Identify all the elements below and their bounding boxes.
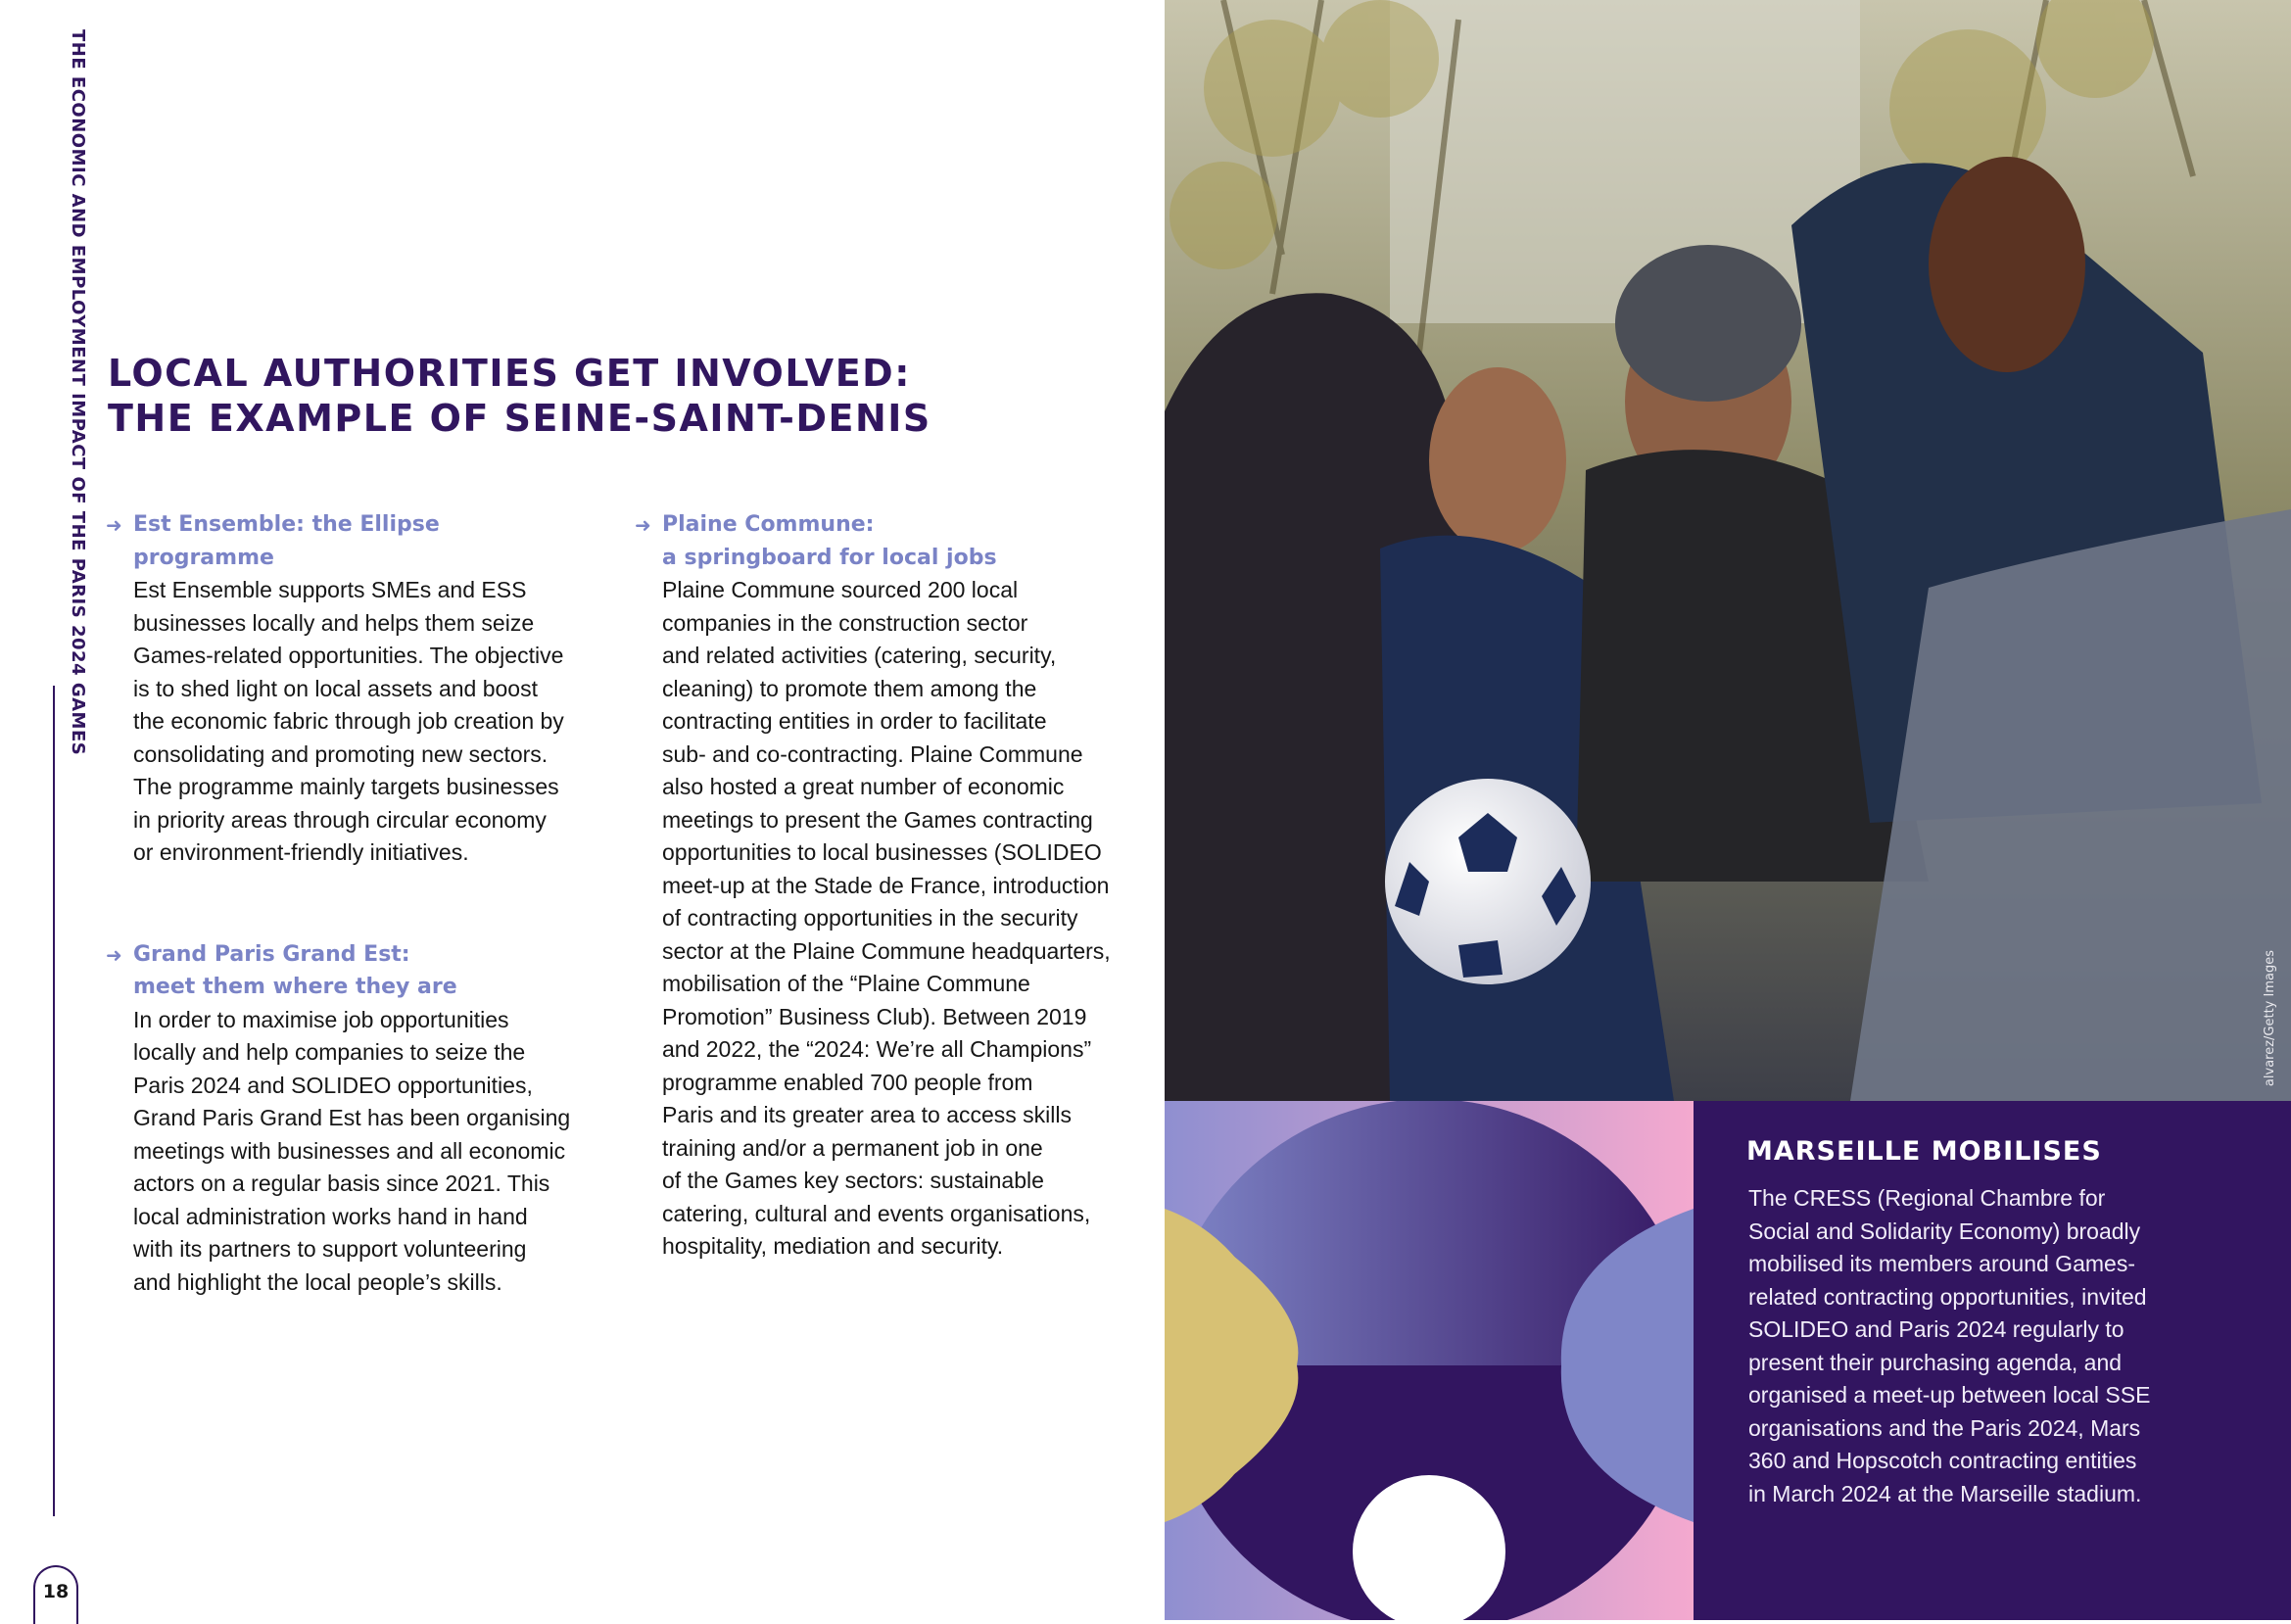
decorative-graphic: [1165, 1101, 1694, 1620]
photo-credit: alvarez/Getty Images: [2263, 950, 2277, 1087]
section-heading: Plaine Commune: a springboard for local jobs: [662, 512, 997, 570]
photo-illustration: [1165, 0, 2291, 1101]
page-number: [33, 1565, 78, 1624]
margin-rule: [53, 686, 55, 1516]
page-number-label: 18: [42, 1581, 70, 1602]
running-title: THE ECONOMIC AND EMPLOYMENT IMPACT OF THE PARIS 2024 GAMES: [68, 29, 88, 756]
section-heading: Grand Paris Grand Est: meet them where they are: [133, 941, 457, 999]
section-body: In order to maximise job opportunities locally and help companies to seize the Paris 2024 and SOLIDEO opportunities, Grand Paris Grand Est has been organising meetings with businesses and all economic actors on a regular basis since 2021. This local administration works hand in hand with its partners to support volunteering and highlight the local people’s skills.: [133, 1006, 571, 1295]
arrow-right-icon: ➜: [106, 513, 122, 537]
hero-photo: [1165, 0, 2291, 1101]
section-body: Est Ensemble supports SMEs and ESS businesses locally and helps them seize Games-related opportunities. The objective is to shed light on local assets and boost the economic fabric through job creation by consolidating and promoting new sectors. The programme mainly targets businesses in priority areas through circular economy or environment-friendly initiatives.: [133, 577, 564, 865]
section-grand-paris-grand-est: [108, 938, 588, 1300]
headline-line-2: THE EXAMPLE OF SEINE-SAINT-DENIS: [108, 397, 931, 440]
right-column: [637, 508, 1117, 1264]
left-column: [108, 508, 588, 1299]
marseille-panel: [1694, 1101, 2291, 1620]
arrow-right-icon: ➜: [635, 513, 651, 537]
headline-line-1: LOCAL AUTHORITIES GET INVOLVED:: [108, 352, 911, 395]
section-est-ensemble: [108, 508, 588, 870]
page-headline: [108, 351, 1087, 441]
circle-pattern-graphic: [1165, 1101, 1694, 1620]
panel-title: MARSEILLE MOBILISES: [1746, 1136, 2102, 1167]
arrow-right-icon: ➜: [106, 942, 122, 967]
panel-body: The CRESS (Regional Chambre for Social and Solidarity Economy) broadly mobilised its members around Games- related contracting opportunities, invited SOLIDEO and Paris 2024 regularly to present their purchasing agenda, and organised a meet-up between local SSE organisations and the Paris 2024, Mars 360 and Hopscotch contracting entities in March 2024 at the Marseille stadium.: [1748, 1185, 2151, 1506]
section-body: Plaine Commune sourced 200 local companies in the construction sector and related activities (catering, security, cleaning) to promote them among the contracting entities in order to facilitate sub- and co-contracting. Plaine Commune also hosted a great number of economic meetings to present the Games contracting opportunities to local businesses (SOLIDEO meet-up at the Stade de France, introduction of contracting opportunities in the security sector at the Plaine Commune headquarters, mobilisation of the “Plaine Commune Promotion” Business Club). Between 2019 and 2022, the “2024: We’re all Champions” programme enabled 700 people from Paris and its greater area to access skills training and/or a permanent job in one of the Games key sectors: sustainable catering, cultural and events organisations, hospitality, mediation and security.: [662, 577, 1111, 1259]
section-plaine-commune: [637, 508, 1117, 1264]
section-heading: Est Ensemble: the Ellipse programme: [133, 512, 440, 570]
